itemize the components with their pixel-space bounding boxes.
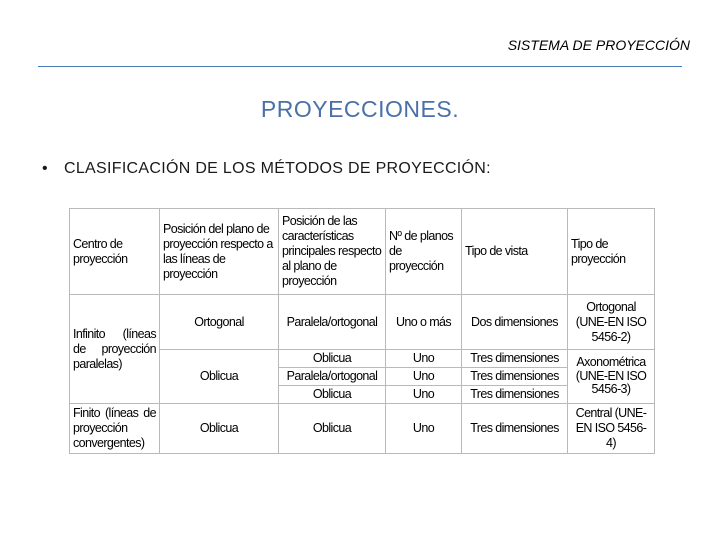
cell-infinito: Infinito (líneas de proyección paralelas) bbox=[70, 295, 160, 404]
header-posicion-caracteristicas: Posición de las características principales respecto al plano de proyección bbox=[279, 209, 386, 295]
cell-uno: Uno bbox=[386, 386, 462, 404]
cell-paralela-ortogonal: Paralela/ortogonal bbox=[279, 368, 386, 386]
cell-oblicua-caracteristicas: Oblicua bbox=[279, 404, 386, 454]
cell-ortogonal: Ortogonal bbox=[160, 295, 279, 350]
table-row bbox=[70, 295, 655, 350]
cell-proyeccion-central: Central (UNE-EN ISO 5456-4) bbox=[568, 404, 655, 454]
header-divider bbox=[38, 66, 682, 67]
header-tipo-vista: Tipo de vista bbox=[462, 209, 568, 295]
cell-oblicua-plano: Oblicua bbox=[160, 404, 279, 454]
header-posicion-plano: Posición del plano de proyección respecto a las líneas de proyección bbox=[160, 209, 279, 295]
cell-finito: Finito (líneas de proyección convergentes) bbox=[70, 404, 160, 454]
table-row bbox=[70, 404, 655, 454]
cell-dos-dimensiones: Dos dimensiones bbox=[462, 295, 568, 350]
cell-oblicua-plano: Oblicua bbox=[160, 350, 279, 404]
table-header-row bbox=[70, 209, 655, 295]
header-centro-proyeccion: Centro de proyección bbox=[70, 209, 160, 295]
cell-proyeccion-axonometrica: Axonométrica (UNE-EN ISO 5456-3) bbox=[568, 350, 655, 404]
cell-uno: Uno bbox=[386, 350, 462, 368]
cell-proyeccion-ortogonal: Ortogonal (UNE-EN ISO 5456-2) bbox=[568, 295, 655, 350]
projection-methods-table bbox=[69, 208, 655, 454]
cell-uno-o-mas: Uno o más bbox=[386, 295, 462, 350]
bullet-item bbox=[42, 160, 491, 178]
header-tipo-proyeccion: Tipo de proyección bbox=[568, 209, 655, 295]
cell-tres-dimensiones: Tres dimensiones bbox=[462, 386, 568, 404]
cell-uno: Uno bbox=[386, 368, 462, 386]
cell-uno: Uno bbox=[386, 404, 462, 454]
header-num-planos: Nº de planos de proyección bbox=[386, 209, 462, 295]
header-title: SISTEMA DE PROYECCIÓN bbox=[507, 37, 690, 53]
cell-paralela-ortogonal: Paralela/ortogonal bbox=[279, 295, 386, 350]
cell-tres-dimensiones: Tres dimensiones bbox=[462, 368, 568, 386]
bullet-text: CLASIFICACIÓN DE LOS MÉTODOS DE PROYECCIÓN: bbox=[64, 160, 491, 177]
slide-title: PROYECCIONES. bbox=[260, 96, 460, 122]
cell-oblicua-caracteristicas: Oblicua bbox=[279, 386, 386, 404]
cell-tres-dimensiones: Tres dimensiones bbox=[462, 350, 568, 368]
cell-oblicua-caracteristicas: Oblicua bbox=[279, 350, 386, 368]
bullet-marker: • bbox=[42, 160, 48, 177]
cell-tres-dimensiones: Tres dimensiones bbox=[462, 404, 568, 454]
